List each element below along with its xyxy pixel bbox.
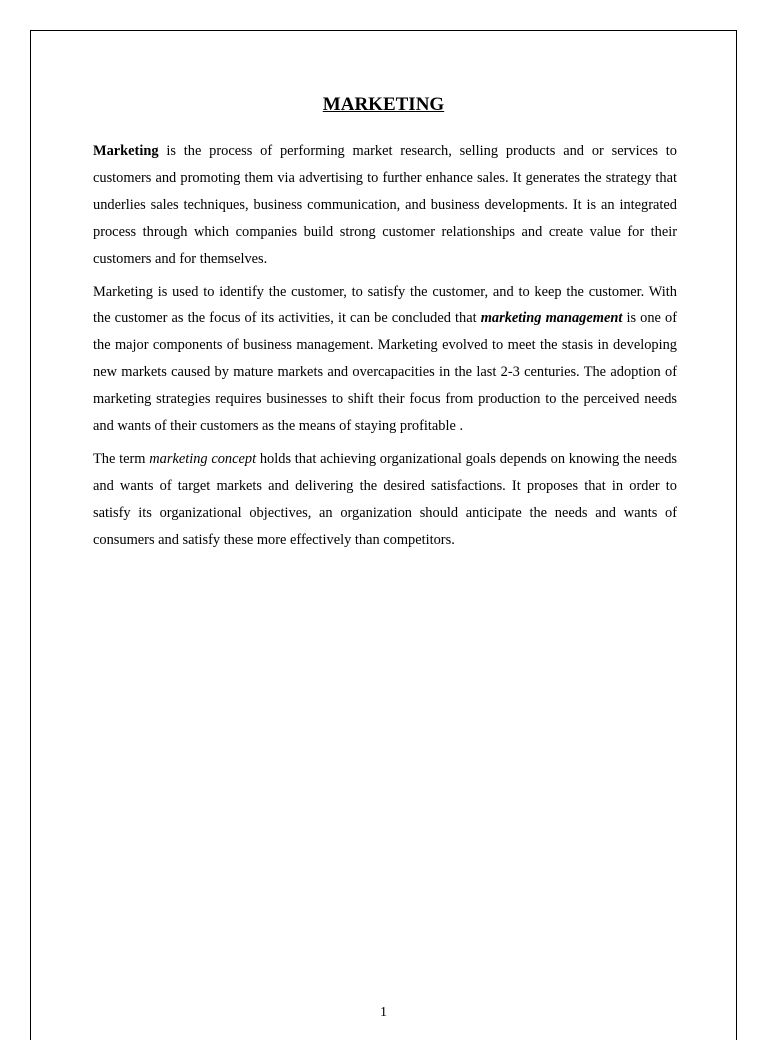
paragraph-purpose-text-start: Marketing is used to identify the customer, to satisfy the customer, and to keep the customer. With the customer as the focus of its activities, it can be concluded that (93, 283, 677, 327)
document-body (93, 138, 677, 560)
document-page (30, 30, 737, 1040)
paragraph-definition-text: is the process of performing market research, selling products and or services to customers and promoting them via advertising to further enhance sales. It generates the strategy that underlies sales techniques, business communication, and business developments. It is an integrated process through which companies build strong customer relationships and create value for their customers and for themselves. (93, 143, 677, 267)
marketing-term: Marketing (93, 143, 159, 159)
paragraph-concept (93, 446, 677, 554)
marketing-concept-term: marketing concept (149, 450, 257, 467)
paragraph-concept-text-end: holds that achieving organizational goals depends on knowing the needs and wants of target markets and delivering the desired satisfactions. It proposes that in order to satisfy its organizational objectives, an organization should anticipate the needs and wants of consumers and satisfy these more effectively than competitors. (93, 450, 677, 548)
document-title: MARKETING (322, 94, 445, 115)
paragraph-definition (93, 138, 677, 273)
paragraph-concept-text-start: The term (93, 450, 150, 467)
paragraph-purpose-text-end: is one of the major components of business management. Marketing evolved to meet the stasis in developing new markets caused by mature markets and overcapacities in the last 2-3 centuries. The adoption of marketing strategies requires businesses to shift their focus from production to the perceived needs and wants of their customers as the means of staying profitable . (93, 310, 677, 435)
paragraph-purpose (93, 279, 677, 440)
marketing-management-term: marketing management (480, 310, 623, 327)
page-number: 1 (380, 1005, 387, 1020)
